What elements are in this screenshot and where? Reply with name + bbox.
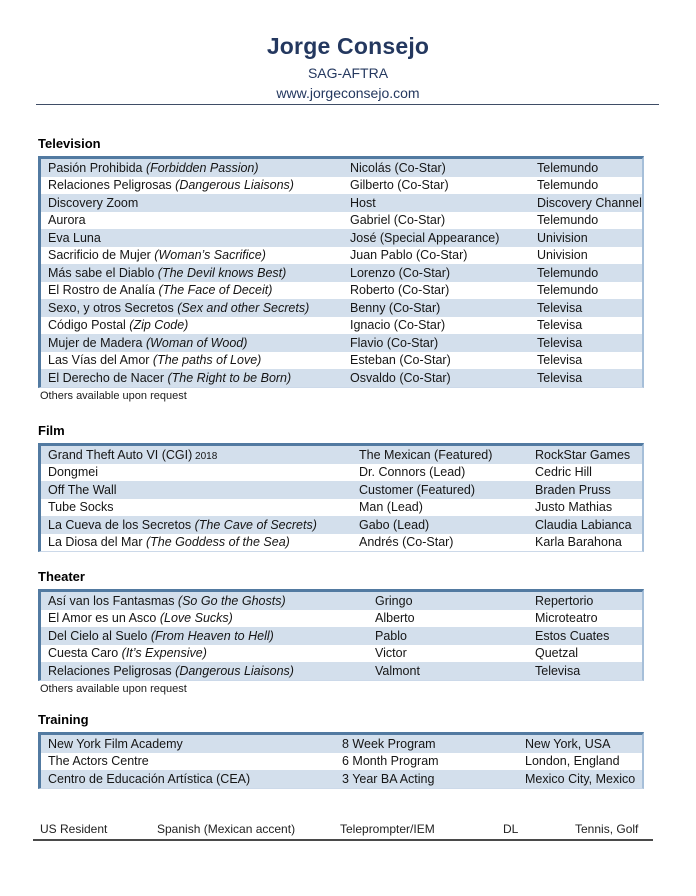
title-text: El Amor es un Asco: [48, 611, 157, 626]
company-cell: London, England: [525, 754, 620, 769]
section-theater: [38, 569, 644, 695]
title-text: Discovery Zoom: [48, 195, 139, 210]
title-cell: [41, 594, 368, 608]
title-cell: [41, 737, 335, 751]
table-row: [41, 516, 642, 534]
company-cell: Karla Barahona: [535, 535, 622, 550]
title-translation: (The Cave of Secrets): [191, 517, 317, 532]
title-cell: [41, 213, 343, 227]
title-translation: (Zip Code): [125, 318, 189, 333]
title-text: Centro de Educación Artística (CEA): [48, 771, 251, 786]
title-text: Pasión Prohibida: [48, 160, 143, 175]
title-text: La Diosa del Mar: [48, 535, 143, 550]
title-translation: (Dangerous Liaisons): [171, 663, 294, 678]
title-text: Aurora: [48, 213, 86, 228]
title-cell: [41, 178, 343, 192]
title-cell: [41, 535, 352, 549]
company-cell: Claudia Labianca: [535, 517, 632, 532]
title-cell: [41, 336, 343, 350]
table-row: [41, 735, 642, 753]
table-row: [41, 264, 642, 282]
title-cell: [41, 465, 352, 479]
title-translation: (The Goddess of the Sea): [142, 535, 290, 550]
company-cell: Estos Cuates: [535, 628, 610, 643]
role-cell: Pablo: [375, 628, 407, 643]
sports-skills: Tennis, Golf: [575, 822, 639, 836]
company-cell: Univision: [537, 230, 588, 245]
title-cell: [41, 318, 343, 332]
theater-table: [38, 589, 644, 681]
company-cell: Telemundo: [537, 213, 599, 228]
role-cell: Osvaldo (Co-Star): [350, 370, 451, 385]
section-training: [38, 712, 644, 789]
television-table: [38, 156, 644, 388]
table-row: [41, 299, 642, 317]
title-text: Mujer de Madera: [48, 335, 143, 350]
title-text: Código Postal: [48, 318, 126, 333]
company-cell: Televisa: [537, 318, 583, 333]
role-cell: Ignacio (Co-Star): [350, 318, 446, 333]
role-cell: Host: [350, 195, 376, 210]
title-cell: [41, 266, 343, 280]
skills-footer: [0, 822, 696, 848]
title-translation: (The Devil knows Best): [154, 265, 287, 280]
title-text: Del Cielo al Suelo: [48, 628, 148, 643]
title-text: Dongmei: [48, 465, 99, 480]
title-text: The Actors Centre: [48, 754, 149, 769]
role-cell: Dr. Connors (Lead): [359, 465, 466, 480]
role-cell: Gabo (Lead): [359, 517, 430, 532]
role-cell: Esteban (Co-Star): [350, 353, 451, 368]
role-cell: Gabriel (Co-Star): [350, 213, 446, 228]
resume-header: [0, 33, 696, 101]
title-cell: [41, 283, 343, 297]
table-row: [41, 334, 642, 352]
role-cell: Andrés (Co-Star): [359, 535, 454, 550]
title-text: Sacrificio de Mujer: [48, 248, 151, 263]
company-cell: Univision: [537, 248, 588, 263]
company-cell: Telemundo: [537, 160, 599, 175]
union-affiliation: SAG-AFTRA: [307, 65, 389, 81]
company-cell: Telemundo: [537, 283, 599, 298]
website-link: www.jorgeconsejo.com: [276, 85, 420, 101]
role-cell: Gringo: [375, 593, 413, 608]
title-text: Relaciones Peligrosas: [48, 178, 172, 193]
company-cell: Televisa: [537, 300, 583, 315]
television-heading: Television: [38, 136, 101, 151]
title-cell: [41, 448, 352, 462]
role-cell: 8 Week Program: [342, 736, 436, 751]
role-cell: Customer (Featured): [359, 482, 476, 497]
company-cell: Cedric Hill: [535, 465, 592, 480]
theater-note: Others available upon request: [40, 682, 187, 695]
title-text: New York Film Academy: [48, 736, 183, 751]
title-cell: [41, 500, 352, 514]
company-cell: Televisa: [537, 370, 583, 385]
title-text: Cuesta Caro: [48, 646, 119, 661]
company-cell: RockStar Games: [535, 447, 631, 462]
title-translation: (Woman’s Sacrifice): [150, 248, 266, 263]
company-cell: Mexico City, Mexico: [525, 771, 636, 786]
role-cell: The Mexican (Featured): [359, 447, 493, 462]
title-translation: (So Go the Ghosts): [174, 593, 286, 608]
company-cell: Quetzal: [535, 646, 579, 661]
title-text: El Rostro de Analía: [48, 283, 156, 298]
title-translation: (Love Sucks): [156, 611, 233, 626]
table-row: [41, 194, 642, 212]
role-cell: Man (Lead): [359, 500, 423, 515]
company-cell: Telemundo: [537, 178, 599, 193]
table-row: [41, 229, 642, 247]
title-translation: (Forbidden Passion): [142, 160, 259, 175]
table-row: [41, 662, 642, 680]
title-cell: [41, 772, 335, 786]
role-cell: Nicolás (Co-Star): [350, 160, 446, 175]
title-translation: (Dangerous Liaisons): [171, 178, 294, 193]
role-cell: Roberto (Co-Star): [350, 283, 450, 298]
title-cell: [41, 754, 335, 768]
title-cell: [41, 664, 368, 678]
table-row: [41, 481, 642, 499]
title-text: Las Vías del Amor: [48, 353, 150, 368]
title-text: La Cueva de los Secretos: [48, 517, 192, 532]
company-cell: Televisa: [537, 353, 583, 368]
title-cell: [41, 646, 368, 660]
title-year: 2018: [192, 450, 218, 462]
title-cell: [41, 231, 343, 245]
role-cell: Flavio (Co-Star): [350, 335, 439, 350]
title-cell: [41, 371, 343, 385]
title-cell: [41, 301, 343, 315]
title-translation: (From Heaven to Hell): [147, 628, 274, 643]
section-film: [38, 423, 644, 552]
role-cell: Gilberto (Co-Star): [350, 178, 449, 193]
film-heading: Film: [38, 423, 65, 438]
table-row: [41, 317, 642, 335]
role-cell: José (Special Appearance): [350, 230, 500, 245]
table-row: [41, 610, 642, 628]
language-skill: Spanish (Mexican accent): [157, 822, 296, 836]
role-cell: Lorenzo (Co-Star): [350, 265, 451, 280]
title-text: El Derecho de Nacer: [48, 370, 165, 385]
table-row: [41, 352, 642, 370]
title-translation: (It’s Expensive): [118, 646, 207, 661]
title-translation: (The Right to be Born): [164, 370, 292, 385]
television-note: Others available upon request: [40, 389, 187, 402]
title-cell: [41, 518, 352, 532]
table-row: [41, 369, 642, 387]
title-cell: [41, 161, 343, 175]
title-text: Tube Socks: [48, 500, 114, 515]
title-text: Off The Wall: [48, 482, 117, 497]
training-heading: Training: [38, 712, 89, 727]
company-cell: Braden Pruss: [535, 482, 611, 497]
table-row: [41, 464, 642, 482]
title-cell: [41, 611, 368, 625]
role-cell: Victor: [375, 646, 407, 661]
company-cell: New York, USA: [525, 736, 611, 751]
technical-skill: Teleprompter/IEM: [340, 822, 435, 836]
table-row: [41, 159, 642, 177]
header-divider: [36, 104, 659, 105]
role-cell: Valmont: [375, 663, 420, 678]
table-row: [41, 446, 642, 464]
title-cell: [41, 483, 352, 497]
footer-divider: [33, 839, 653, 841]
table-row: [41, 177, 642, 195]
role-cell: Juan Pablo (Co-Star): [350, 248, 468, 263]
title-translation: (The Face of Deceit): [155, 283, 273, 298]
training-table: [38, 732, 644, 789]
title-translation: (Woman of Wood): [142, 335, 248, 350]
role-cell: Benny (Co-Star): [350, 300, 441, 315]
theater-heading: Theater: [38, 569, 85, 584]
company-cell: Microteatro: [535, 611, 598, 626]
company-cell: Repertorio: [535, 593, 594, 608]
table-row: [41, 753, 642, 771]
table-row: [41, 627, 642, 645]
role-cell: Alberto: [375, 611, 415, 626]
title-translation: (The paths of Love): [149, 353, 262, 368]
film-table: [38, 443, 644, 552]
title-text: Eva Luna: [48, 230, 101, 245]
table-row: [41, 534, 642, 552]
role-cell: 6 Month Program: [342, 754, 439, 769]
company-cell: Televisa: [537, 335, 583, 350]
title-translation: (Sex and other Secrets): [173, 300, 310, 315]
title-text: Relaciones Peligrosas: [48, 663, 172, 678]
residency-status: US Resident: [40, 822, 108, 836]
title-cell: [41, 629, 368, 643]
section-television: [38, 136, 644, 402]
title-text: Más sabe el Diablo: [48, 265, 155, 280]
table-row: [41, 212, 642, 230]
table-row: [41, 247, 642, 265]
table-row: [41, 592, 642, 610]
title-cell: [41, 353, 343, 367]
title-text: Grand Theft Auto VI (CGI): [48, 447, 193, 462]
table-row: [41, 499, 642, 517]
title-text: Así van los Fantasmas: [48, 593, 175, 608]
title-text: Sexo, y otros Secretos: [48, 300, 174, 315]
title-cell: [41, 248, 343, 262]
page-title: Jorge Consejo: [266, 33, 430, 59]
company-cell: Telemundo: [537, 265, 599, 280]
table-row: [41, 770, 642, 788]
table-row: [41, 645, 642, 663]
table-row: [41, 282, 642, 300]
company-cell: Televisa: [535, 663, 581, 678]
company-cell: Discovery Channel: [537, 195, 642, 210]
company-cell: Justo Mathias: [535, 500, 613, 515]
drivers-license: DL: [503, 822, 519, 836]
role-cell: 3 Year BA Acting: [342, 771, 435, 786]
title-cell: [41, 196, 343, 210]
